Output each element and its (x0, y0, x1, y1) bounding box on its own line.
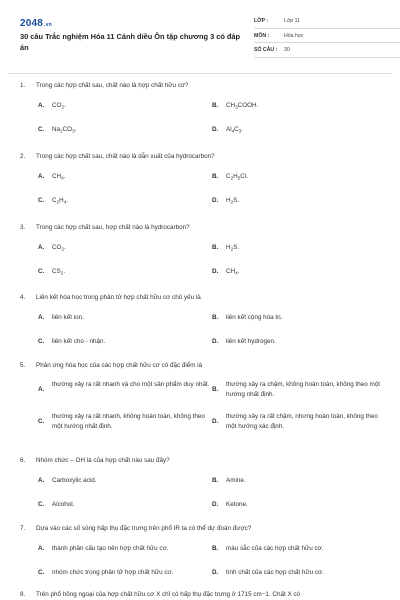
document-title: 30 câu Trắc nghiệm Hóa 11 Cánh diều Ôn tập chương 3 có đáp án (20, 32, 241, 52)
question-text: Trong các hợp chất sau, hợp chất nào là hydrocarbon? (36, 224, 190, 231)
option-label: D. (212, 126, 219, 133)
option-text: tính chất của các hợp chất hữu cơ. (226, 569, 324, 576)
option-label: C. (38, 197, 45, 204)
question-stem (20, 224, 190, 231)
meta-value: Lớp 11 (284, 18, 300, 24)
question-number: 3. (20, 224, 26, 231)
option-label: A. (38, 102, 45, 109)
question-stem (20, 362, 202, 369)
question-number: 1. (20, 82, 26, 89)
option-label: D. (212, 569, 219, 576)
option-text: thường xảy ra rất chậm, nhưng hoàn toàn, không theo một hướng xác định. (226, 413, 378, 430)
option-label: C. (38, 126, 45, 133)
option-text: liên kết cộng hóa trị. (226, 314, 283, 321)
option-text: $H_2S$. (226, 197, 240, 205)
option-text: Ketone. (226, 501, 248, 508)
meta-row-subject (254, 29, 400, 44)
option-text: màu sắc của các hợp chất hữu cơ. (226, 545, 324, 552)
option-text: thành phần cấu tạo nên hợp chất hữu cơ. (52, 545, 169, 552)
option-text: liên kết cho - nhận. (52, 338, 106, 345)
question-number: 2. (20, 153, 26, 160)
option-label: A. (38, 244, 45, 251)
question-stem: Trên phổ hồng ngoại của hợp chất hữu cơ X chỉ có hấp thụ đặc trưng ở 1715 cm−1. Chất X có (36, 591, 301, 598)
question-8 (20, 591, 300, 598)
question-text: Trong các hợp chất sau, chất nào là dẫn xuất của hydrocarbon? (36, 153, 215, 160)
option-label: C. (38, 338, 45, 345)
question-stem (20, 525, 251, 532)
meta-row-count (254, 43, 400, 58)
question-number: 8. (20, 591, 26, 598)
option-text: $CH_4$. (226, 268, 240, 276)
option-text: Carboxylic acid. (52, 477, 97, 484)
question-text: Phản ứng hóa học của các hợp chất hữu cơ có đặc điểm là (36, 362, 203, 369)
option-label: B. (212, 244, 219, 251)
meta-value: 30 (284, 47, 290, 53)
question-stem (20, 153, 215, 160)
option-text: $H_2S$. (226, 244, 240, 252)
option-label: C. (38, 268, 45, 275)
question-stem (20, 82, 189, 89)
option-label: D. (212, 268, 219, 275)
meta-key: MÔN : (254, 32, 270, 39)
question-stem (20, 294, 201, 301)
option-label: B. (212, 102, 219, 109)
question-stem (20, 457, 170, 464)
meta-key: SỐ CÂU : (254, 47, 278, 53)
option-text: liên kết hydrogen. (226, 338, 276, 345)
meta-row-class (254, 14, 400, 29)
option-text: Alcohol. (52, 501, 75, 508)
question-text: Nhóm chức – OH là của hợp chất nào sau đây? (36, 457, 170, 464)
option-text: $Na_2CO_3$. (52, 126, 77, 134)
option-label: D. (212, 418, 219, 425)
meta-value: Hóa học (284, 32, 304, 39)
question-number: 6. (20, 457, 26, 464)
option-text: $C_2H_5Cl$. (226, 173, 248, 181)
option-label: B. (212, 314, 219, 321)
option-label: B. (212, 386, 219, 393)
option-text: liên kết ion. (52, 314, 84, 321)
question-number: 7. (20, 525, 26, 532)
question-text: Liên kết hóa học trong phân tử hợp chất hữu cơ chủ yếu là (36, 294, 201, 301)
option-text: $CO_2$. (52, 244, 66, 252)
option-text: $C_2H_4$. (52, 197, 68, 205)
option-label: A. (38, 386, 45, 393)
option-text: $CH_3COOH$. (226, 102, 259, 110)
option-label: A. (38, 173, 45, 180)
logo-domain: .vn (44, 22, 52, 28)
question-number: 4. (20, 294, 26, 301)
option-label: A. (38, 477, 45, 484)
option-label: A. (38, 314, 45, 321)
meta-table (254, 14, 400, 58)
option-text: nhóm chức trong phân tử hợp chất hữu cơ. (52, 569, 174, 576)
option-text: thường xảy ra rất nhanh, không hoàn toàn, không theo một hướng nhất định. (52, 413, 205, 430)
option-label: B. (212, 545, 219, 552)
question-number: 5. (20, 362, 26, 369)
option-text: thường xảy ra chậm, không hoàn toàn, không theo một hướng nhất định. (226, 381, 380, 398)
question-text: Dựa vào các số sóng hấp thụ đặc trưng trên phổ IR ta có thể dự đoán được? (36, 525, 252, 532)
option-label: C. (38, 501, 45, 508)
option-label: D. (212, 501, 219, 508)
option-text: $CO_2$. (52, 102, 66, 110)
option-label: D. (212, 338, 219, 345)
option-text: $Al_4C_3$. (226, 126, 244, 134)
option-text: thường xảy ra rất nhanh và cho một sản phẩm duy nhất. (52, 381, 210, 388)
logo-text: 2048 (20, 18, 44, 29)
option-text: $CH_4$. (52, 173, 66, 181)
option-label: A. (38, 545, 45, 552)
option-label: B. (212, 477, 219, 484)
header-divider (8, 73, 392, 74)
option-label: D. (212, 197, 219, 204)
option-label: C. (38, 569, 45, 576)
page-header (20, 14, 380, 62)
option-text: Amine. (226, 477, 246, 484)
question-text: Trong các hợp chất sau, chất nào là hợp chất hữu cơ? (36, 82, 189, 89)
option-text: $CS_2$. (52, 268, 66, 276)
option-label: C. (38, 418, 45, 425)
site-logo[interactable] (20, 18, 52, 29)
option-label: B. (212, 173, 219, 180)
meta-key: LỚP : (254, 18, 269, 24)
